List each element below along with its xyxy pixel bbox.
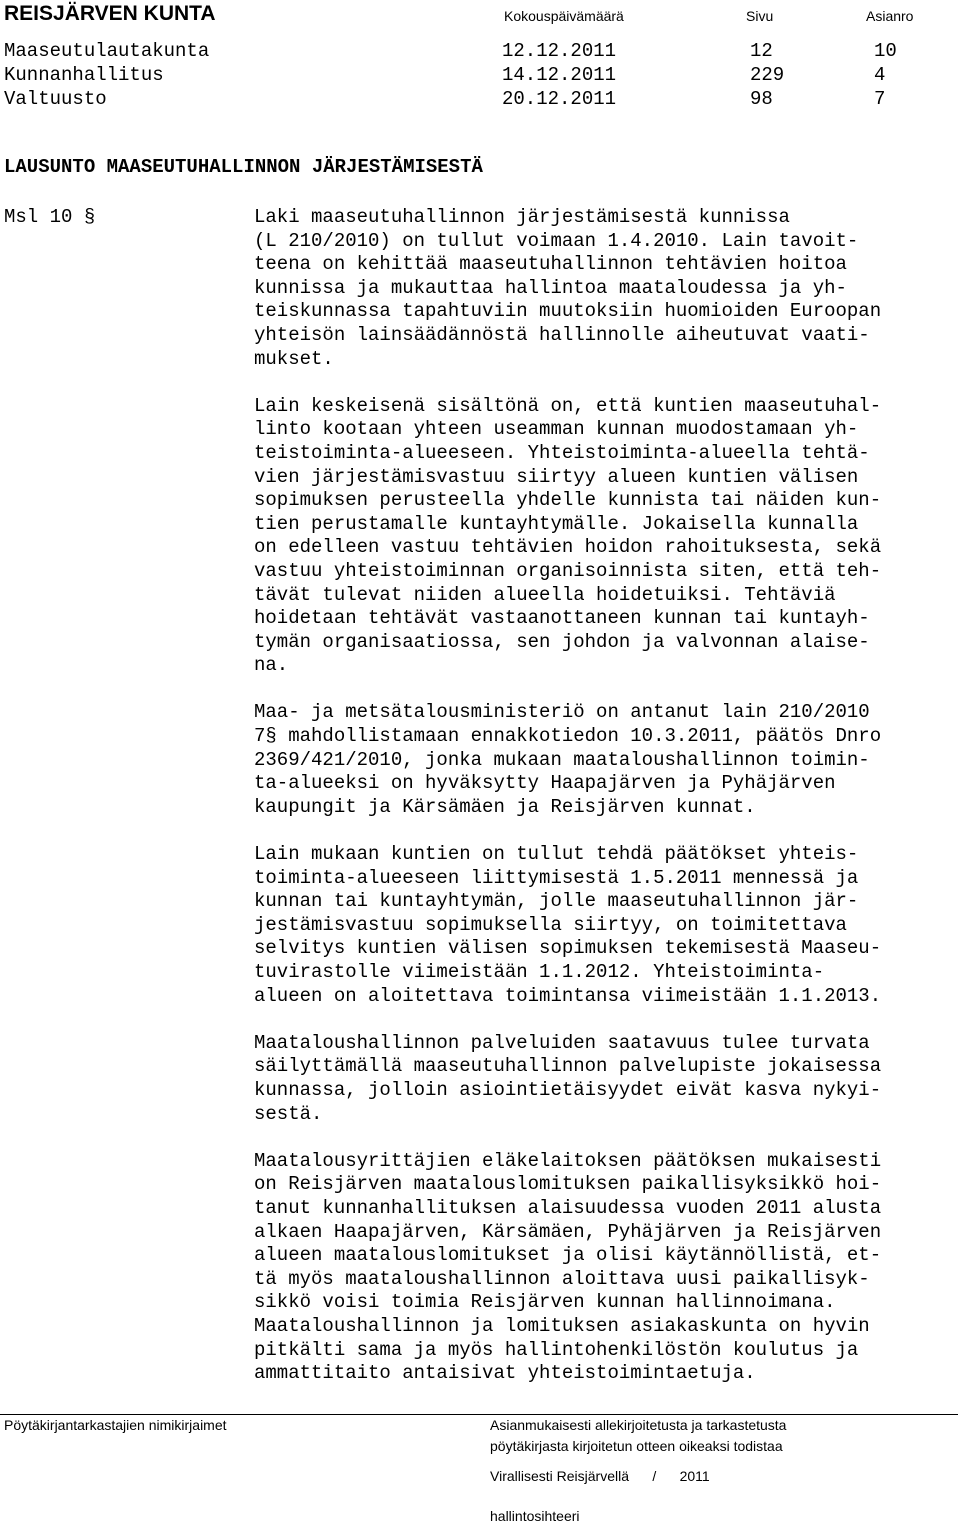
column-header-item: Asianro (866, 8, 914, 24)
footer-certification-line2: pöytäkirjasta kirjoitetun otteen oikeaksi todistaa (490, 1438, 783, 1454)
paragraph: Maa- ja metsätalousministeriö on antanut lain 210/2010 7§ mahdollistamaan ennakkotiedon 10.3.2011, päätös Dnro 2369/421/2010, jonka mukaan maataloushallinnon toimin- ta-alueeksi on hyväksytty Haapajärven ja Pyhäjärven kaupungit ja Kärsämäen ja Reisjärven kunnat. (254, 701, 882, 818)
meeting-date: 14.12.2011 (502, 64, 617, 86)
document-title: LAUSUNTO MAASEUTUHALLINNON JÄRJESTÄMISESTÄ (4, 156, 483, 178)
meeting-body: Maaseutulautakunta (4, 40, 210, 62)
document-body (254, 206, 954, 1409)
paragraph: Maatalousyrittäjien eläkelaitoksen päätöksen mukaisesti on Reisjärven maatalouslomituksen paikallisyksikkö hoi- tanut kunnanhallituksen alaisuudessa vuoden 2011 alusta alkaen Haapajärven, Kärsämäen, Pyhäjärven ja Reisjärven alueen maatalouslomitukset ja olisi käytännöllistä, et- tä myös maataloushallinnon aloittava uusi paikallisyk- sikkö voisi toimia Reisjärven kunnan hallinnoimana. Maataloushallinnon ja lomituksen asiakaskunta on hyvin pitkälti sama ja myös hallintohenkilöstön koulutus ja ammattitaito antaisivat yhteistoimintaetuja. (254, 1149, 882, 1385)
paragraph: Maataloushallinnon palveluiden saatavuus tulee turvata säilyttämällä maaseutuhallinnon palvelupiste jokaisessa kunnassa, jolloin asiointietäisyydet eivät kasva nykyi- sestä. (254, 1031, 882, 1125)
column-header-page: Sivu (746, 8, 774, 24)
section-reference: Msl 10 § (4, 206, 96, 228)
paragraph: Lain mukaan kuntien on tullut tehdä päätökset yhteis- toiminta-alueeseen liittymisestä 1.5.2011 mennessä ja kunnan tai kuntayhtymän, jolle maaseutuhallinnon jär- jestämisvastuu sopimuksella siirtyy, on toimitettava selvitys kuntien välisen sopimuksen tekemisestä Maaseu- tuvirastolle viimeistään 1.1.2012. Yhteistoiminta- alueen on aloitettava toimintansa viimeistään 1.1.2013. (254, 843, 882, 1007)
meeting-date: 20.12.2011 (502, 88, 617, 110)
paragraph: Laki maaseutuhallinnon järjestämisestä kunnissa (L 210/2010) on tullut voimaan 1.4.2010. Lain tavoit- teena on kehittää maaseutuhallinnon tehtävien hoitoa kunnissa ja mukauttaa hallintoa maataloudessa ja yh- teiskunnassa tapahtuviin muutoksiin huomioiden Euroopan yhteisön lainsäädännöstä hallinnolle aiheutuvat vaati- mukset. (254, 206, 882, 370)
column-header-date: Kokouspäivämäärä (504, 8, 624, 24)
footer-signer-title: hallintosihteeri (490, 1508, 580, 1524)
paragraph: Lain keskeisenä sisältönä on, että kuntien maaseutuhal- linto kootaan yhteen useamman kunnan muodostamaan yh- teistoiminta-alueeseen. Yhteistoiminta-alueella tehtä- vien järjestämisvastuu siirtyy alueen kuntien välisen sopimuksen perusteella yhdelle kunnista tai näiden kun- tien perustamalle kuntayhtymälle. Jokaisella kunnalla on edelleen vastuu tehtävien hoidon rahoituksesta, sekä vastuu yhteistoiminnan organisoinnista siten, että teh- tävät tulevat niiden alueella hoidetuiksi. Tehtäviä hoidetaan tehtävät vastaanottaneen kunnan tai kuntayh- tymän organisaatiossa, sen johdon ja valvonnan alaise- na. (254, 394, 882, 677)
meeting-date: 12.12.2011 (502, 40, 617, 62)
organization-name: REISJÄRVEN KUNTA (4, 2, 216, 25)
meeting-body: Kunnanhallitus (4, 64, 164, 86)
meeting-page: 12 (750, 40, 773, 62)
meeting-page: 98 (750, 88, 773, 110)
footer-initials-label: Pöytäkirjantarkastajien nimikirjaimet (4, 1417, 227, 1433)
footer-place-date: Virallisesti Reisjärvellä / 2011 (490, 1468, 710, 1484)
meeting-item: 7 (874, 88, 886, 110)
meeting-item: 10 (874, 40, 897, 62)
footer-certification-line1: Asianmukaisesti allekirjoitetusta ja tarkastetusta (490, 1417, 787, 1433)
footer-divider (0, 1414, 958, 1415)
meeting-page: 229 (750, 64, 785, 86)
meeting-item: 4 (874, 64, 886, 86)
meeting-body: Valtuusto (4, 88, 107, 110)
